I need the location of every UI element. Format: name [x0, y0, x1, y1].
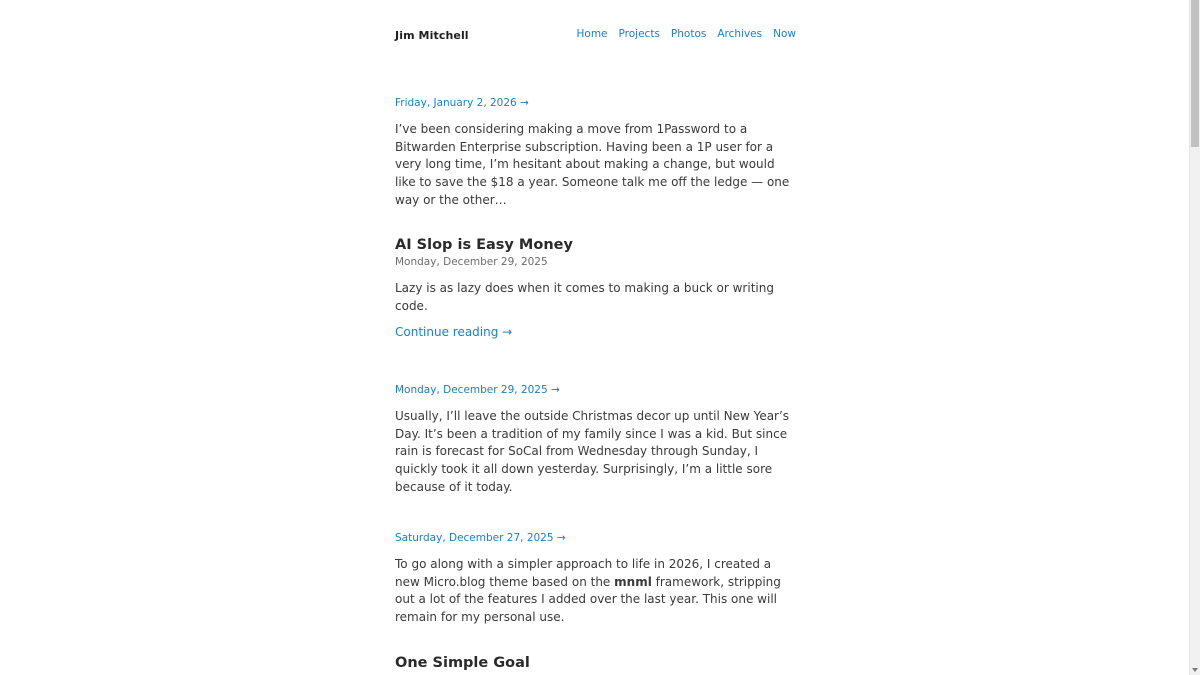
post-date: Monday, December 29, 2025: [395, 256, 548, 268]
scrollbar-thumb[interactable]: [1191, 0, 1199, 147]
post-date-link[interactable]: Monday, December 29, 2025 →: [395, 384, 560, 396]
post-title[interactable]: AI Slop is Easy Money: [395, 237, 573, 253]
post-item: [395, 526, 796, 627]
post-body-text: To go along with a simpler approach to life in 2026, I created a new Micro.blog theme based on the: [395, 557, 772, 589]
site-title[interactable]: Jim Mitchell: [395, 29, 469, 42]
post-body: [395, 556, 796, 627]
nav-link-now[interactable]: Now: [773, 28, 796, 40]
post-body: Usually, I’ll leave the outside Christmas decor up until New Year’s Day. It’s been a tradition of my family since I was a kid. But since rain is forecast for SoCal from Wednesday through Sunday, I quickly took it all down yesterday. Surprisingly, I’m a little sore because of it today.: [395, 409, 790, 494]
vertical-scrollbar[interactable]: [1189, 0, 1200, 675]
site-header: [395, 0, 796, 70]
main-nav: [577, 28, 797, 40]
post-body-bold: mnml: [614, 574, 652, 589]
post-body: I’ve been considering making a move from 1Password to a Bitwarden Enterprise subscription. Having been a 1P user for a very long time, I’m hesitant about making a change, but would like to save the $18 a year. Someone talk me off the ledge — one way or the other…: [395, 122, 790, 207]
page-content: [395, 0, 796, 671]
scroll-down-arrow-icon[interactable]: [1192, 668, 1198, 672]
nav-link-home[interactable]: Home: [576, 28, 608, 40]
post-item: [395, 654, 796, 672]
post-item: [395, 378, 796, 497]
nav-link-photos[interactable]: Photos: [670, 28, 707, 40]
continue-reading-link[interactable]: Continue reading →: [395, 325, 513, 340]
post-body: Lazy is as lazy does when it comes to making a buck or writing code.: [395, 281, 774, 313]
post-item: [395, 91, 796, 210]
post-date-link[interactable]: Saturday, December 27, 2025 →: [395, 532, 566, 544]
post-body-text: framework, stripping out a lot of the features I added over the last year. This one will remain for my personal use.: [395, 574, 781, 625]
post-date-link[interactable]: Friday, January 2, 2026 →: [395, 97, 529, 109]
nav-link-projects[interactable]: Projects: [618, 28, 660, 40]
nav-link-archives[interactable]: Archives: [717, 28, 763, 40]
post-item: [395, 236, 796, 340]
post-title[interactable]: One Simple Goal: [395, 655, 530, 671]
